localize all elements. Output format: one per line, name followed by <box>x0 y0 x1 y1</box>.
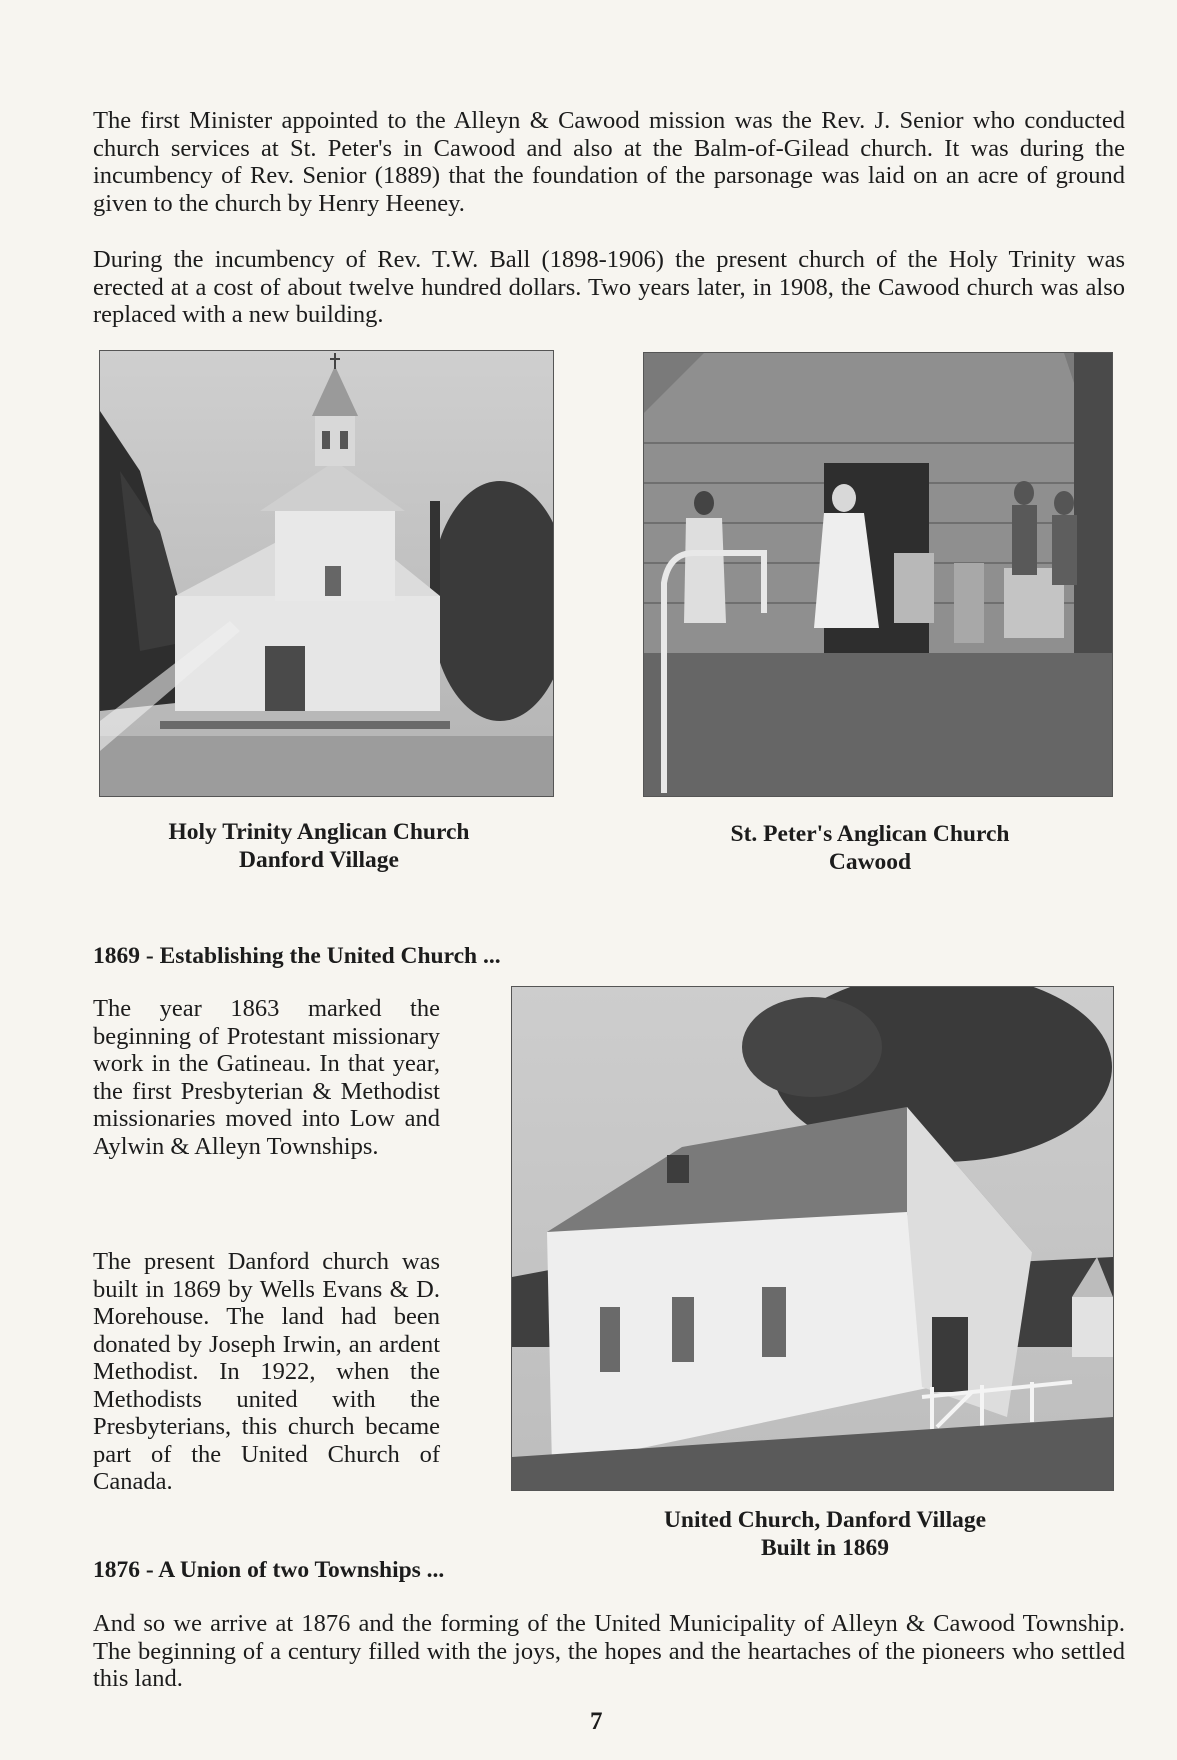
photo-holy-trinity-church <box>99 350 554 797</box>
heading-united-church: 1869 - Establishing the United Church ... <box>93 943 501 969</box>
paragraph-first-minister: The first Minister appointed to the Alleyn & Cawood mission was the Rev. J. Senior who conducted church services at St. Peter's in Cawood and also at the Balm-of-Gilead church. It was during the incumbency of Rev. Senior (1889) that the foundation of the parsonage was laid on an acre of ground given to the church by Henry Heeney. <box>93 107 1125 217</box>
paragraph-danford-church: The present Danford church was built in 1869 by Wells Evans & D. Morehouse. The land had been donated by Joseph Irwin, an ardent Methodist. In 1922, when the Methodists united with the Presbyterians, this church became part of the United Church of Canada. <box>93 1248 440 1495</box>
caption-holy-trinity <box>99 818 539 874</box>
paragraph-holy-trinity-erected: During the incumbency of Rev. T.W. Ball (1898-1906) the present church of the Holy Trinity was erected at a cost of about twelve hundred dollars. Two years later, in 1908, the Cawood church was also replaced with a new building. <box>93 246 1125 328</box>
caption-holy-trinity-line1: Holy Trinity Anglican Church <box>168 819 470 845</box>
caption-united-church-line2: Built in 1869 <box>761 1535 889 1561</box>
page-number: 7 <box>590 1708 603 1735</box>
photo-st-peters-church <box>643 352 1113 797</box>
heading-union-townships: 1876 - A Union of two Townships ... <box>93 1557 445 1583</box>
paragraph-protestant-missionary: The year 1863 marked the beginning of Protestant missionary work in the Gatineau. In that year, the first Presbyterian & Methodist missionaries moved into Low and Aylwin & Alleyn Townships. <box>93 995 440 1160</box>
caption-united-church <box>600 1506 1050 1562</box>
caption-st-peters-line2: Cawood <box>828 849 912 875</box>
paragraph-forming-municipality: And so we arrive at 1876 and the forming of the United Municipality of Alleyn & Cawood Township. The beginning of a century filled with the joys, the hopes and the heartaches of the pioneers who settled this land. <box>93 1610 1125 1692</box>
caption-st-peters <box>650 820 1090 876</box>
photo-united-church <box>511 986 1114 1491</box>
caption-st-peters-line1: St. Peter's Anglican Church <box>730 821 1010 847</box>
caption-holy-trinity-line2: Danford Village <box>239 847 399 873</box>
caption-united-church-line1: United Church, Danford Village <box>663 1507 987 1533</box>
